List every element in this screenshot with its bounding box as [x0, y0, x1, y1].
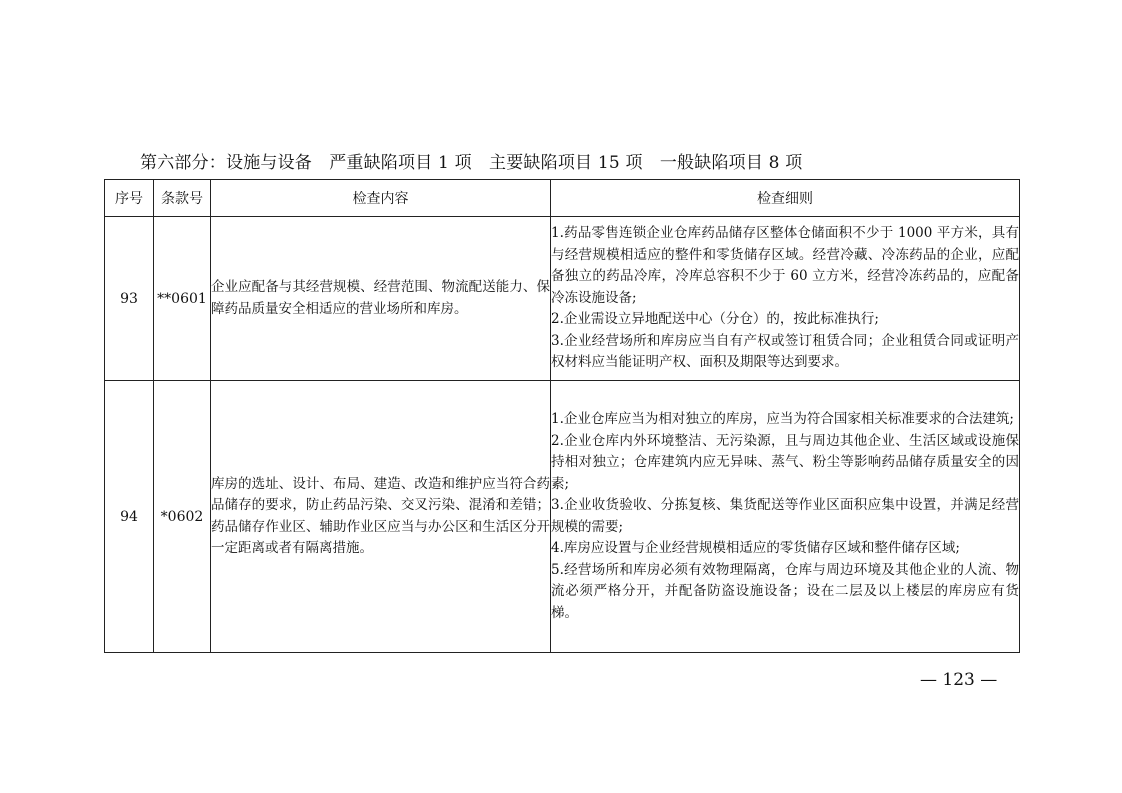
rule-item: 2.企业需设立异地配送中心（分仓）的，按此标准执行; — [551, 311, 879, 328]
row-inspection-rules — [551, 217, 1020, 381]
row-inspection-content — [211, 217, 551, 381]
rule-item: 2.企业仓库内外环境整洁、无污染源，且与周边其他企业、生活区域或设施保持相对独立；仓库建筑内应无异味、蒸气、粉尘等影响药品储存质量安全的因素; — [551, 432, 1019, 492]
rule-item: 3.企业收货验收、分拣复核、集货配送等作业区面积应集中设置，并满足经营规模的需要; — [551, 497, 1019, 535]
content-text: 企业应配备与其经营规模、经营范围、物流配送能力、保障药品质量安全相适应的营业场所和库房。 — [211, 279, 550, 317]
header-clause-no: 条款号 — [154, 180, 211, 217]
row-serial-no: 93 — [105, 217, 154, 381]
table-row — [105, 381, 1020, 653]
inspection-table — [104, 179, 1020, 653]
table-row — [105, 217, 1020, 381]
header-inspection-content: 检查内容 — [211, 180, 551, 217]
section-title: 第六部分：设施与设备 严重缺陷项目 1 项 主要缺陷项目 15 项 一般缺陷项目 8 项 — [140, 153, 803, 173]
rule-item: 1.企业仓库应当为相对独立的库房，应当为符合国家相关标准要求的合法建筑; — [551, 411, 1014, 427]
rule-item: 1.药品零售连锁企业仓库药品储存区整体仓储面积不少于 1000 平方米，具有与经营规模相适应的整件和零货储存区域。经营冷藏、冷冻药品的企业，应配备独立的药品冷库，冷库总容积不少于 60 立方米，经营冷冻药品的，应配备冷冻设施设备; — [551, 225, 1019, 306]
header-inspection-rules: 检查细则 — [551, 180, 1020, 217]
rule-item: 4.库房应设置与企业经营规模相适应的零货储存区域和整件储存区域; — [551, 540, 960, 556]
content-text: 库房的选址、设计、布局、建造、改造和维护应当符合药品储存的要求，防止药品污染、交叉污染、混淆和差错；药品储存作业区、辅助作业区应当与办公区和生活区分开一定距离或者有隔离措施。 — [211, 475, 550, 556]
row-inspection-rules — [551, 381, 1020, 653]
row-clause-no: *0602 — [154, 381, 211, 653]
row-clause-no: **0601 — [154, 217, 211, 381]
rule-item: 5.经营场所和库房必须有效物理隔离，仓库与周边环境及其他企业的人流、物流必须严格分开，并配备防盗设施设备；设在二层及以上楼层的库房应有货梯。 — [551, 561, 1019, 621]
table-header-row — [105, 180, 1020, 217]
rule-item: 3.企业经营场所和库房应当自有产权或签订租赁合同；企业租赁合同或证明产权材料应当能证明产权、面积及期限等达到要求。 — [551, 332, 1019, 371]
page-number: — 123 — — [920, 670, 998, 690]
row-inspection-content — [211, 381, 551, 653]
row-serial-no: 94 — [105, 381, 154, 653]
header-serial-no: 序号 — [105, 180, 154, 217]
